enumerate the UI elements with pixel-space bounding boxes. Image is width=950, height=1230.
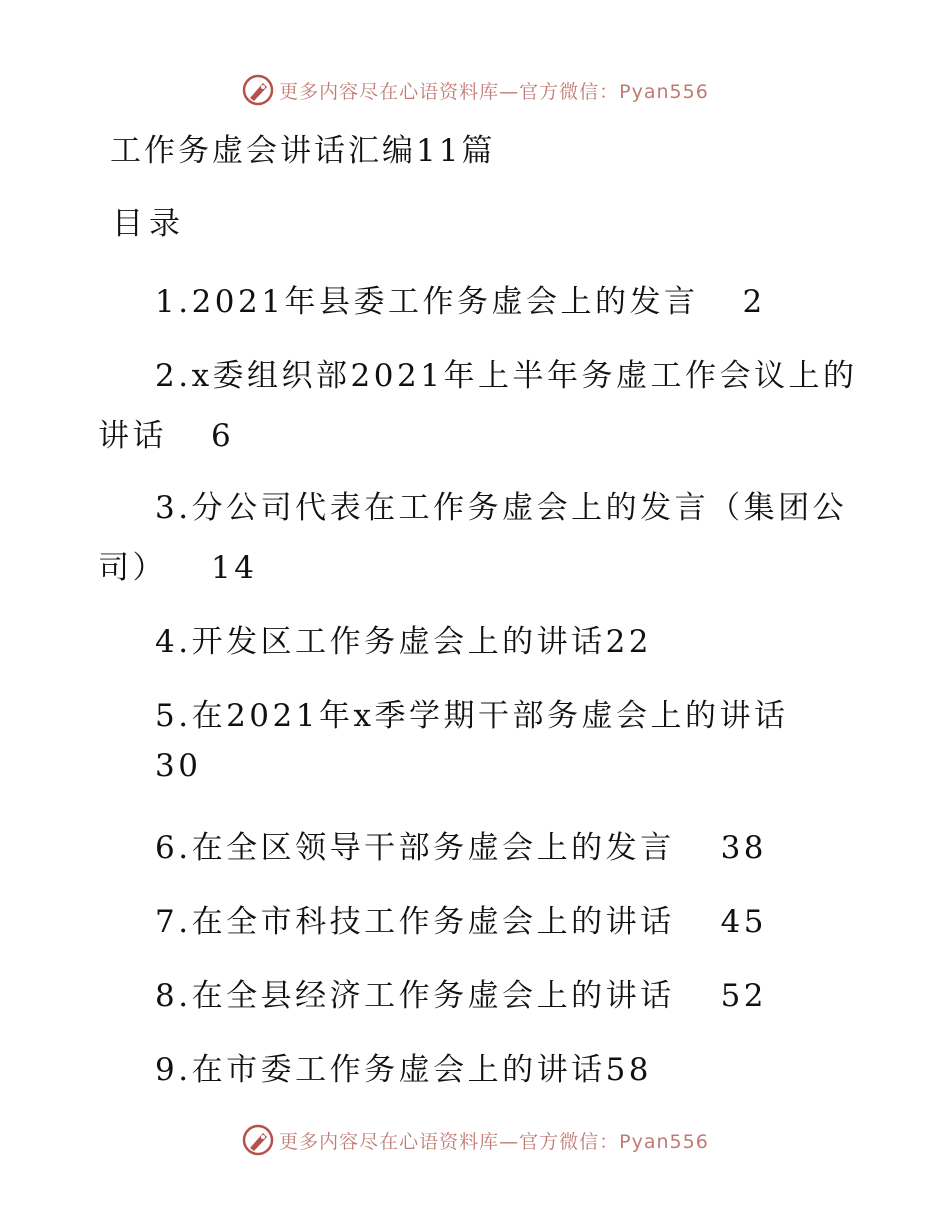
toc-entry-3[interactable]: 3.分公司代表在工作务虚会上的发言（集团公: [155, 490, 848, 526]
toc-page-number: 22: [605, 624, 653, 660]
pen-nib-logo-icon: [241, 73, 275, 107]
toc-page-number: 45: [720, 904, 768, 940]
toc-page-number: 58: [605, 1052, 653, 1088]
toc-entry-9[interactable]: 9.在市委工作务虚会上的讲话58: [155, 1052, 653, 1088]
toc-entry-6[interactable]: 6.在全区领导干部务虚会上的发言 38: [155, 830, 768, 866]
toc-entry-7[interactable]: 7.在全市科技工作务虚会上的讲话 45: [155, 904, 768, 940]
toc-page-number: 6: [211, 418, 235, 454]
watermark-text: 更多内容尽在心语资料库—官方微信：Pyan556: [279, 1130, 709, 1153]
toc-page-number: 52: [720, 978, 768, 1014]
toc-entry-8[interactable]: 8.在全县经济工作务虚会上的讲话 52: [155, 978, 768, 1014]
toc-entry-4[interactable]: 4.开发区工作务虚会上的讲话22: [155, 624, 653, 660]
toc-page-number: 30: [155, 748, 202, 784]
toc-page-number: 38: [720, 830, 768, 866]
toc-heading: 目录: [112, 206, 186, 242]
toc-entry-5-continued[interactable]: [155, 748, 201, 784]
toc-entry-1[interactable]: 1.2021年县委工作务虚会上的发言 2: [155, 284, 766, 320]
footer-watermark-banner: [0, 1120, 950, 1160]
toc-entry-5[interactable]: 5.在2021年x季学期干部务虚会上的讲话: [155, 698, 789, 734]
toc-page-number: 2: [742, 284, 766, 320]
toc-entry-3-continued[interactable]: 司） 14: [98, 550, 258, 586]
toc-entry-2-continued[interactable]: 讲话 6: [98, 418, 235, 454]
document-title: 工作务虚会讲话汇编11篇: [110, 133, 496, 169]
pen-nib-logo-icon: [241, 1123, 275, 1157]
toc-entry-2[interactable]: 2.x委组织部2021年上半年务虚工作会议上的: [155, 358, 858, 394]
watermark-text: 更多内容尽在心语资料库—官方微信：Pyan556: [279, 80, 709, 103]
header-watermark-banner: [0, 70, 950, 110]
toc-page-number: 14: [211, 550, 258, 586]
